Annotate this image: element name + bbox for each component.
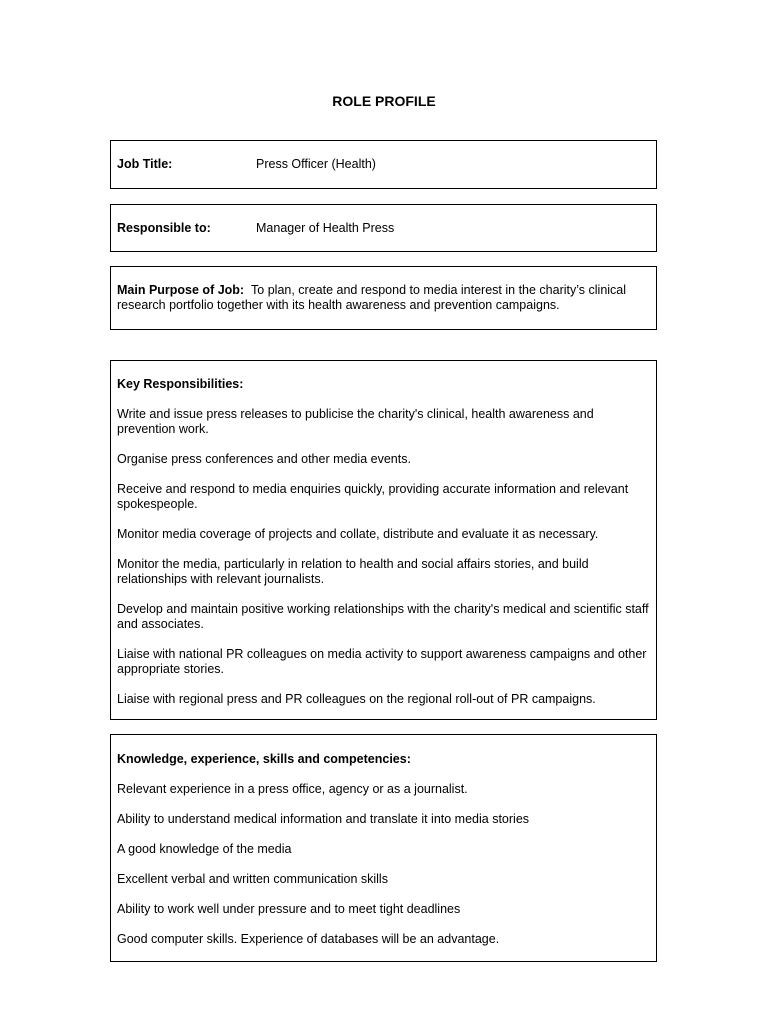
list-item: Develop and maintain positive working relationships with the charity's medical and scientific staff and associates. [117,602,649,631]
list-item: Ability to work well under pressure and to meet tight deadlines [117,902,461,916]
list-item: Good computer skills. Experience of databases will be an advantage. [117,932,500,946]
list-item: Organise press conferences and other media events. [117,452,411,466]
list-item: Monitor media coverage of projects and collate, distribute and evaluate it as necessary. [117,527,599,541]
job-title-box [110,140,657,189]
job-title-value: Press Officer (Health) [256,157,376,171]
page-title: ROLE PROFILE [332,93,436,109]
key-responsibilities-box [110,360,657,720]
responsible-to-box [110,204,657,252]
responsible-to-label: Responsible to: [117,220,211,235]
main-purpose-text: To plan, create and respond to media interest in the charity’s clinical research portfolio together with its health awareness and prevention campaigns. [117,283,627,312]
list-item: Monitor the media, particularly in relation to health and social affairs stories, and build relationships with relevant journalists. [117,557,589,586]
responsible-to-value: Manager of Health Press [256,220,395,235]
key-responsibilities-heading: Key Responsibilities: [117,377,244,391]
list-item: Excellent verbal and written communication skills [117,872,388,886]
knowledge-heading: Knowledge, experience, skills and competencies: [117,752,411,766]
list-item: Receive and respond to media enquiries quickly, providing accurate information and relevant spokespeople. [117,482,629,511]
main-purpose-box [110,266,657,330]
list-item: Write and issue press releases to publicise the charity's clinical, health awareness and prevention work. [117,407,594,436]
main-purpose-label: Main Purpose of Job: [117,283,245,297]
list-item: Liaise with regional press and PR colleagues on the regional roll-out of PR campaigns. [117,692,596,706]
list-item: A good knowledge of the media [117,842,292,856]
list-item: Liaise with national PR colleagues on media activity to support awareness campaigns and other appropriate stories. [117,647,647,676]
knowledge-box [110,734,657,962]
job-title-label: Job Title: [117,157,173,171]
list-item: Ability to understand medical information and translate it into media stories [117,812,530,826]
list-item: Relevant experience in a press office, agency or as a journalist. [117,782,468,796]
